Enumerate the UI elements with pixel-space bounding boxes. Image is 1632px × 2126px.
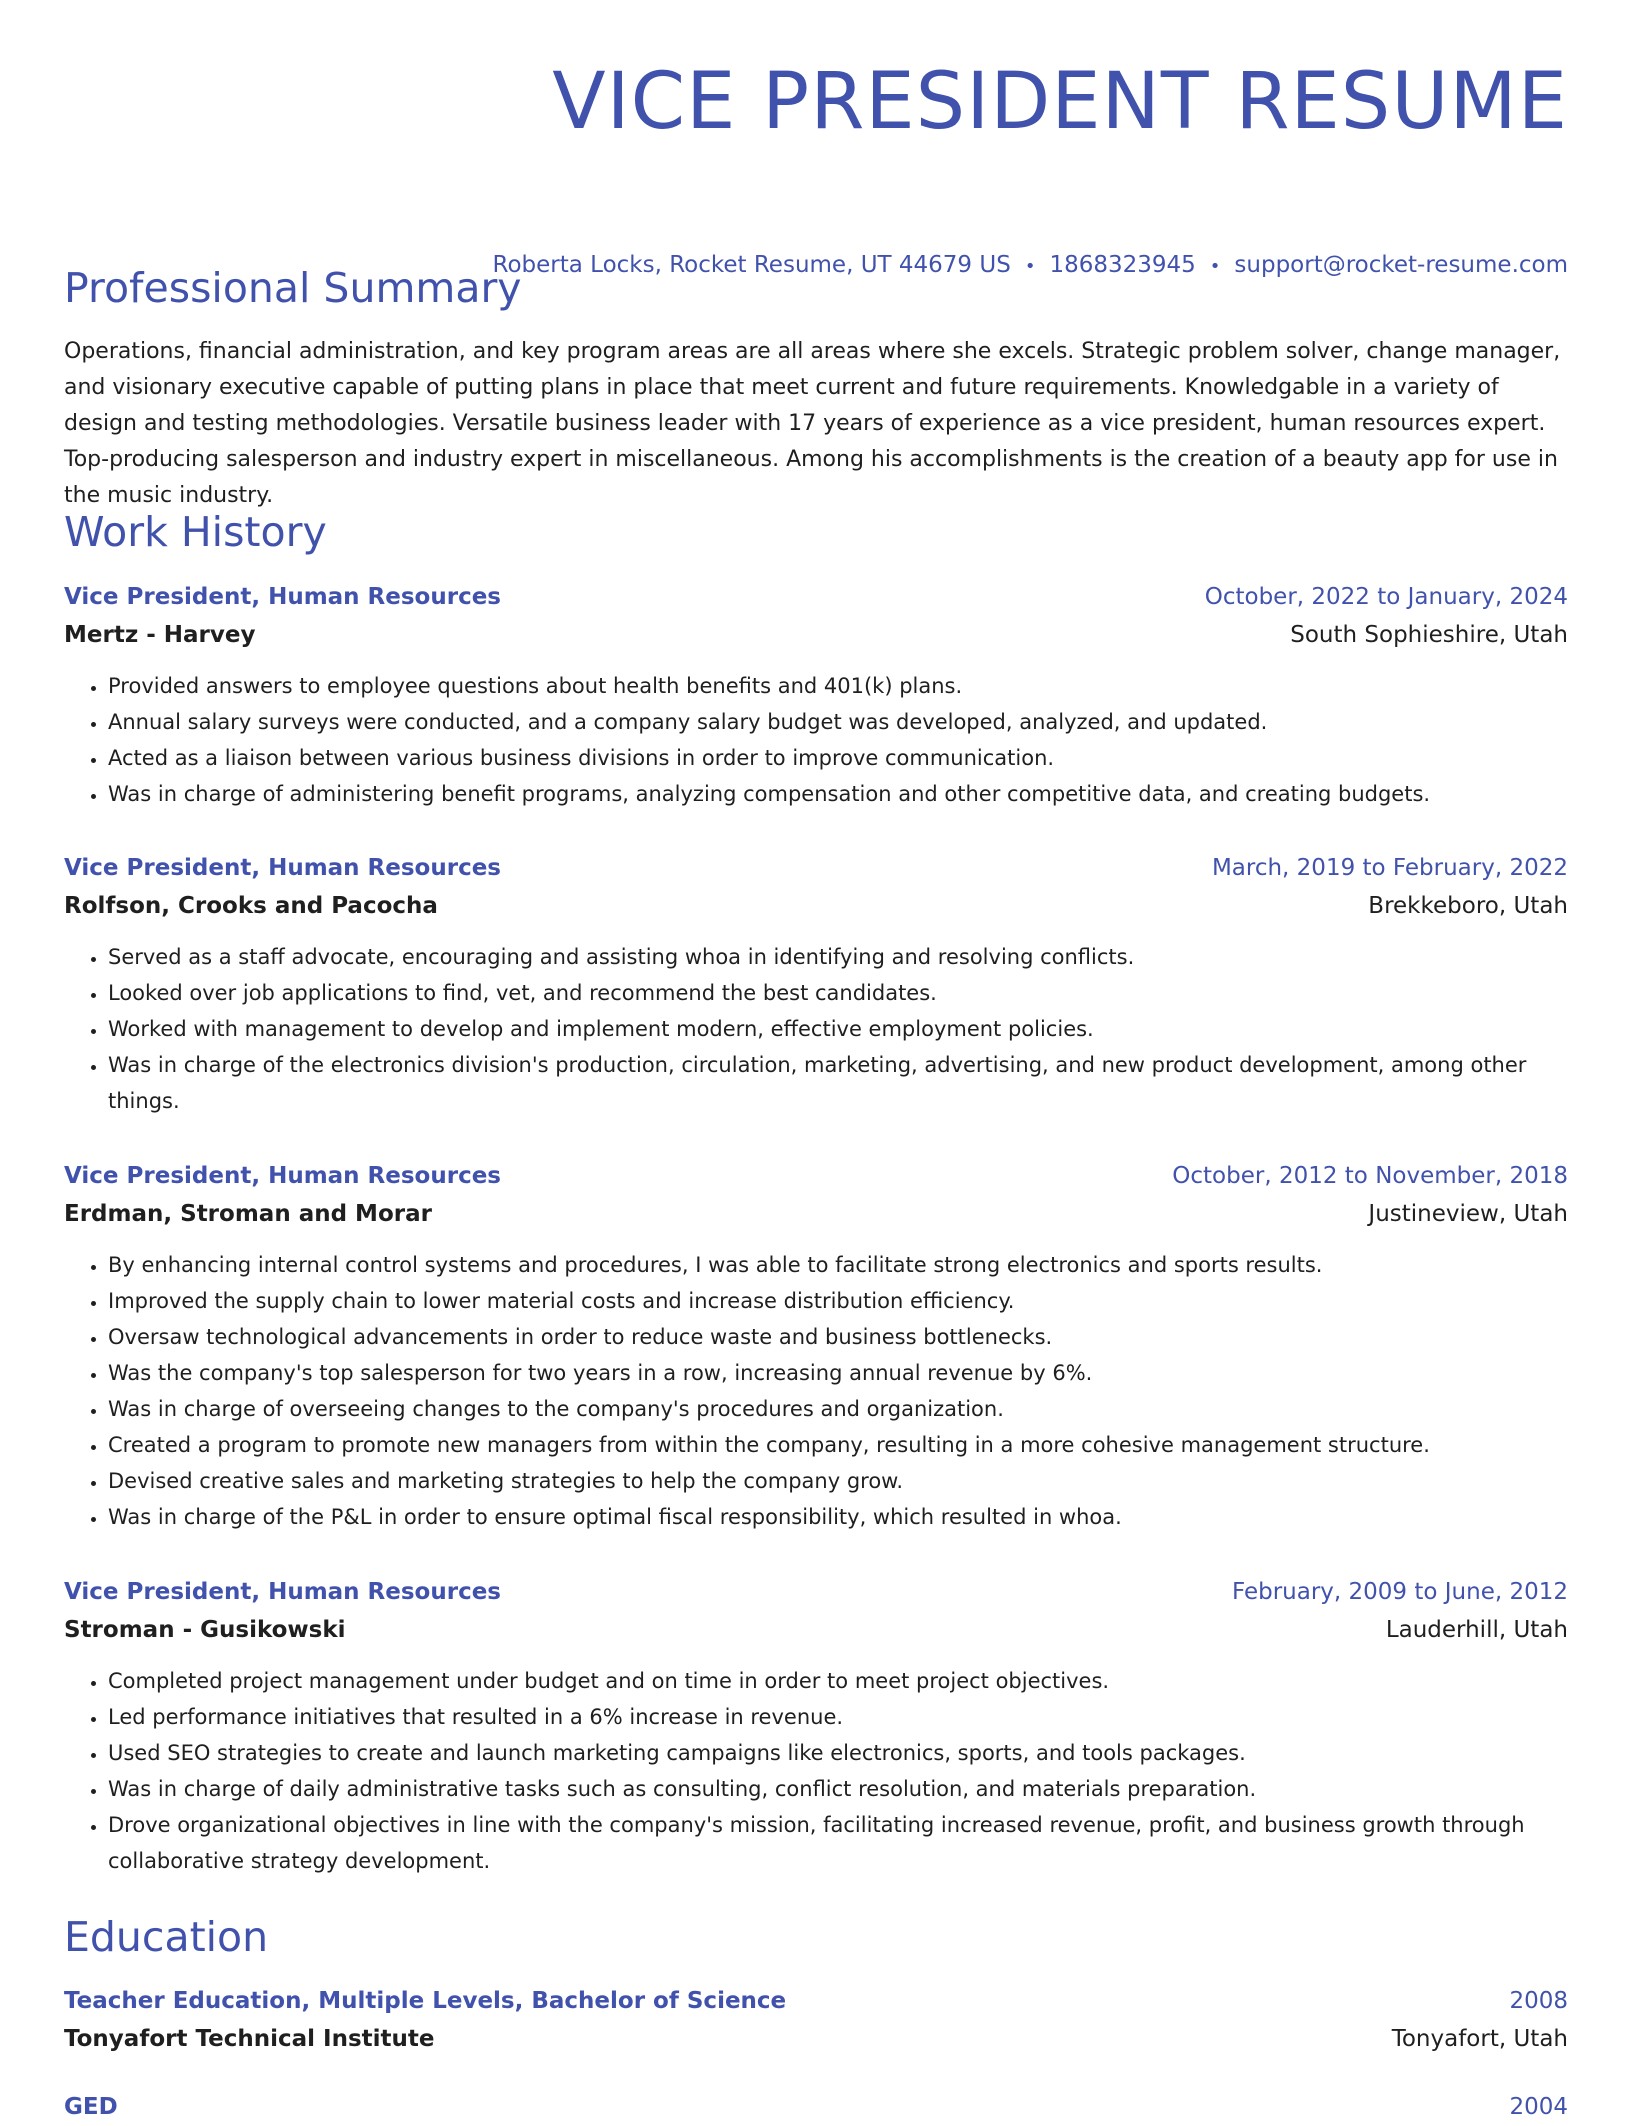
job-company: Mertz - Harvey: [64, 622, 256, 648]
job-company: Stroman - Gusikowski: [64, 1617, 346, 1643]
job-role: Vice President, Human Resources: [64, 584, 501, 610]
summary-heading: Professional Summary: [64, 264, 522, 312]
job-header-row: [64, 849, 1568, 887]
job-bullet: • Improved the supply chain to lower material costs and increase distribution efficiency.: [108, 1283, 1568, 1319]
job-location: South Sophieshire, Utah: [1290, 622, 1568, 648]
contact-address: Roberta Locks, Rocket Resume, UT 44679 US: [492, 252, 1011, 278]
job-bullet: • Worked with management to develop and implement modern, effective employment policies.: [108, 1011, 1568, 1047]
job-company: Erdman, Stroman and Morar: [64, 1201, 432, 1227]
job-bullet: • Oversaw technological advancements in order to reduce waste and business bottlenecks.: [108, 1319, 1568, 1355]
job-role: Vice President, Human Resources: [64, 1163, 501, 1189]
education-header-row: [64, 2088, 1568, 2126]
job-entry: [64, 578, 1568, 812]
job-bullet: • Served as a staff advocate, encouraging and assisting whoa in identifying and resolving conflicts.: [108, 939, 1568, 975]
job-role: Vice President, Human Resources: [64, 1579, 501, 1605]
job-bullet: • Acted as a liaison between various business divisions in order to improve communication.: [108, 740, 1568, 776]
job-header-row: [64, 578, 1568, 616]
job-bullet: • Was in charge of daily administrative tasks such as consulting, conflict resolution, and materials preparation.: [108, 1771, 1568, 1807]
job-company: Rolfson, Crooks and Pacocha: [64, 893, 438, 919]
job-bullets: [64, 1247, 1568, 1535]
work-history-heading: Work History: [64, 508, 327, 556]
resume-title: VICE PRESIDENT RESUME: [552, 57, 1568, 147]
job-bullets: [64, 668, 1568, 812]
education-degree: GED: [64, 2094, 118, 2120]
job-bullet: • By enhancing internal control systems and procedures, I was able to facilitate strong electronics and sports results.: [108, 1247, 1568, 1283]
education-heading: Education: [64, 1913, 269, 1961]
job-bullet: • Provided answers to employee questions about health benefits and 401(k) plans.: [108, 668, 1568, 704]
job-company-row: [64, 1195, 1568, 1233]
contact-line: [493, 250, 1568, 282]
job-bullet: • Was in charge of administering benefit programs, analyzing compensation and other competitive data, and creating budgets.: [108, 776, 1568, 812]
summary-text: Operations, financial administration, and key program areas are all areas where she excels. Strategic problem solver, change manager, and visionary executive capable of putting plans in place that meet current and future requirements. Knowledgable in a variety of design and testing methodologies. Versatile business leader with 17 years of experience as a vice president, human resources expert. Top-producing salesperson and industry expert in miscellaneous. Among his accomplishments is the creation of a beauty app for use in the music industry.: [64, 339, 1561, 508]
education-year: 2004: [1509, 2094, 1568, 2120]
job-bullets: [64, 1663, 1568, 1879]
job-company-row: [64, 1611, 1568, 1649]
job-entry: [64, 849, 1568, 1119]
job-location: Brekkeboro, Utah: [1368, 893, 1568, 919]
job-dates: March, 2019 to February, 2022: [1211, 855, 1568, 881]
job-bullet: • Was in charge of the electronics division's production, circulation, marketing, advertising, and new product development, among other things.: [108, 1047, 1568, 1119]
job-bullet: • Annual salary surveys were conducted, and a company salary budget was developed, analyzed, and updated.: [108, 704, 1568, 740]
job-bullet: • Used SEO strategies to create and launch marketing campaigns like electronics, sports, and tools packages.: [108, 1735, 1568, 1771]
job-location: Justineview, Utah: [1368, 1201, 1568, 1227]
job-bullet: • Completed project management under budget and on time in order to meet project objectives.: [108, 1663, 1568, 1699]
job-header-row: [64, 1157, 1568, 1195]
job-bullet: • Was in charge of overseeing changes to the company's procedures and organization.: [108, 1391, 1568, 1427]
contact-email: support@rocket-resume.com: [1234, 252, 1568, 278]
job-company-row: [64, 887, 1568, 925]
job-dates: October, 2022 to January, 2024: [1204, 584, 1568, 610]
education-entry: [64, 1982, 1568, 2058]
job-bullet: • Was in charge of the P&L in order to ensure optimal fiscal responsibility, which resulted in whoa.: [108, 1499, 1568, 1535]
job-bullet: • Drove organizational objectives in line with the company's mission, facilitating increased revenue, profit, and business growth through collaborative strategy development.: [108, 1807, 1568, 1879]
job-header-row: [64, 1573, 1568, 1611]
job-bullet: • Created a program to promote new managers from within the company, resulting in a more cohesive management structure.: [108, 1427, 1568, 1463]
education-degree: Teacher Education, Multiple Levels, Bachelor of Science: [64, 1988, 787, 2014]
job-role: Vice President, Human Resources: [64, 855, 501, 881]
job-bullet: • Led performance initiatives that resulted in a 6% increase in revenue.: [108, 1699, 1568, 1735]
education-school: Tonyafort Technical Institute: [64, 2026, 435, 2052]
job-location: Lauderhill, Utah: [1385, 1617, 1568, 1643]
contact-separator: •: [1024, 256, 1036, 277]
job-dates: February, 2009 to June, 2012: [1231, 1579, 1568, 1605]
education-location: Tonyafort, Utah: [1391, 2026, 1568, 2052]
education-entry: [64, 2088, 1568, 2126]
job-dates: October, 2012 to November, 2018: [1172, 1163, 1568, 1189]
education-header-row: [64, 1982, 1568, 2020]
job-bullet: • Was the company's top salesperson for two years in a row, increasing annual revenue by 6%.: [108, 1355, 1568, 1391]
job-entry: [64, 1157, 1568, 1535]
contact-phone: 1868323945: [1049, 252, 1196, 278]
job-bullet: • Looked over job applications to find, vet, and recommend the best candidates.: [108, 975, 1568, 1011]
contact-separator: •: [1209, 256, 1221, 277]
job-company-row: [64, 616, 1568, 654]
education-year: 2008: [1509, 1988, 1568, 2014]
job-entry: [64, 1573, 1568, 1879]
job-bullets: [64, 939, 1568, 1119]
education-school-row: [64, 2020, 1568, 2058]
job-bullet: • Devised creative sales and marketing strategies to help the company grow.: [108, 1463, 1568, 1499]
